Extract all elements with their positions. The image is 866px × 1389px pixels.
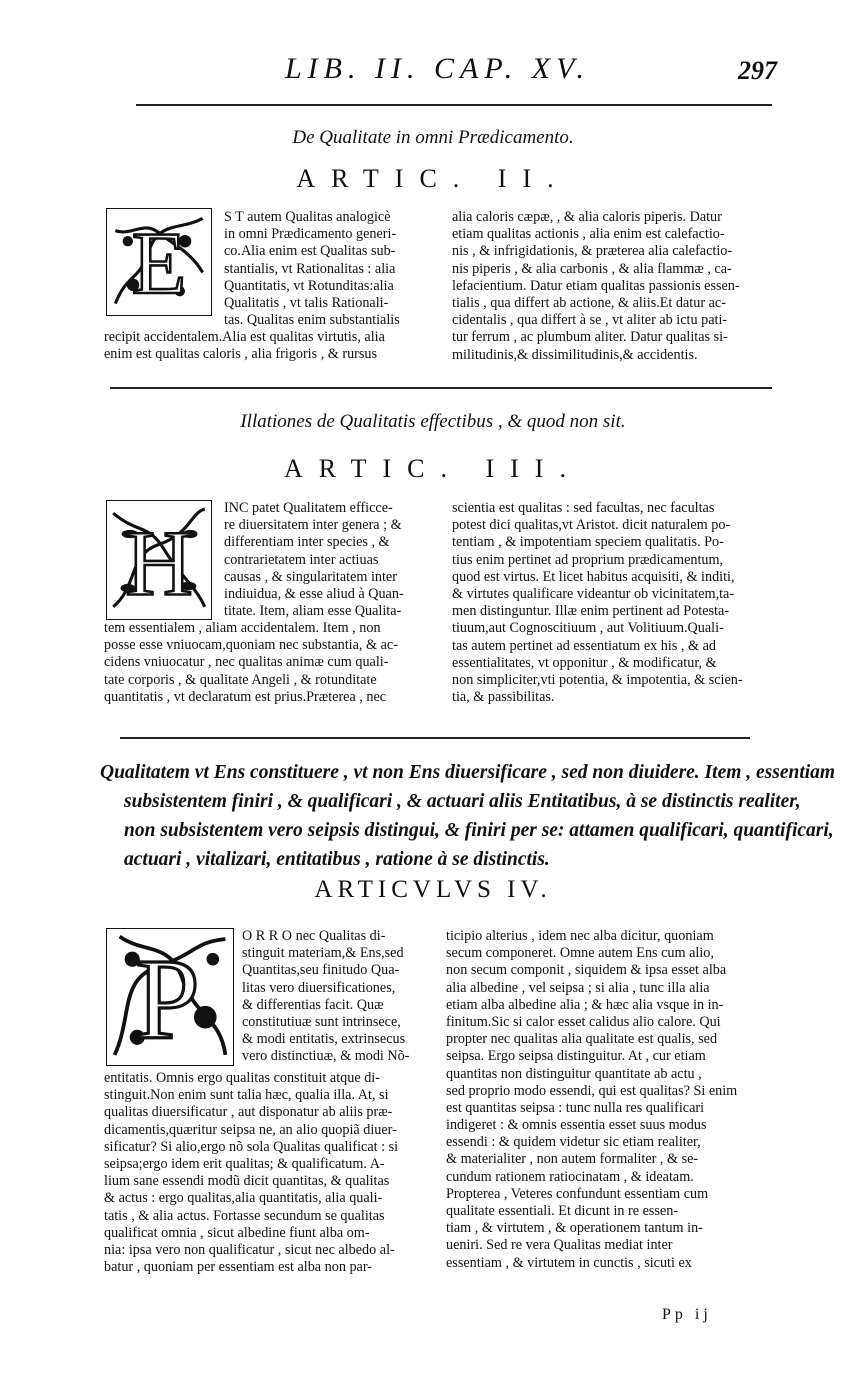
- text-line: est quantitas seipsa : tunc nulla res qualificari: [446, 1099, 705, 1116]
- drop-cap-e: [106, 208, 212, 316]
- artic-4-heading: ARTICVLVS IV.: [314, 876, 552, 903]
- section-rule: [120, 737, 750, 739]
- text-line: nia: ipsa vero non qualificatur , sicut nec albedo al-: [104, 1241, 395, 1258]
- text-line: & virtutes qualificare videantur ob vicinitatem,ta-: [452, 585, 735, 602]
- text-line: quantitatis , vt declaratum est prius.Præterea , nec: [104, 688, 387, 705]
- artic-3-left-col: [224, 500, 404, 620]
- text-line: quod est virtus. Et licet habitus acquisiti, & inditi,: [452, 568, 735, 585]
- thesis-line: subsistentem finiri , & qualificari , & actuari aliis Entitatibus, à se distinctis realiter,: [124, 791, 801, 812]
- text-line: tiuum,aut Cognoscitiuum , aut Volitiuum.Quali-: [452, 620, 724, 637]
- text-line: tius enim pertinet ad proprium prædicamentum,: [452, 551, 724, 568]
- text-line: Quantitas,seu finitudo Qua-: [242, 962, 400, 979]
- text-line: scientia est qualitas : sed facultas, nec facultas: [452, 500, 715, 516]
- text-line: seipsa. Ergo seipsa distinguitur. At , cur etiam: [446, 1048, 706, 1065]
- drop-cap-p: [106, 928, 234, 1066]
- text-line: seipsa;ergo idem erit qualitas; & qualificatum. A-: [104, 1155, 385, 1172]
- text-line: dicamentis,quæritur seipsa ne, an alio quopiã diuer-: [104, 1121, 397, 1138]
- ornament-icon: [107, 929, 233, 1065]
- header-rule: [136, 104, 772, 106]
- text-line: tia, & passibilitas.: [452, 689, 555, 706]
- running-title: LIB. II. CAP. XV.: [285, 52, 591, 85]
- text-line: tur ferrum , ac plumbum aliter. Datur qualitas si-: [452, 329, 728, 346]
- text-line: S T autem Qualitas analogicè: [224, 209, 391, 225]
- text-line: Qualitatis , vt talis Rationali-: [224, 294, 389, 311]
- drop-cap-letter: E: [131, 214, 187, 314]
- text-line: cidentalis , qua differt à se , vt aliter ab ictu pati-: [452, 312, 728, 329]
- text-line: enim est qualitas caloris , alia frigoris , & rursus: [104, 346, 378, 363]
- text-line: cundum rationem ratiocinatam , & ideatam.: [446, 1168, 694, 1185]
- text-line: qualitate essentiali. Et dicunt in re essen-: [446, 1203, 679, 1219]
- text-line: tas. Qualitas enim substantialis: [224, 312, 400, 329]
- text-line: cidens vniuocatur , nec qualitas animæ cum quali-: [104, 654, 389, 671]
- text-line: etiam alba albedine alia ; & hæc alia vsque in in-: [446, 996, 724, 1013]
- text-line: stinguit.Non enim sunt talia hæc, qualia illa. At, si: [104, 1087, 389, 1104]
- text-line: recipit accidentalem.Alia est qualitas virtutis, alia: [104, 329, 385, 345]
- text-line: tiam , & virtutem , & operationem tantum in-: [446, 1220, 703, 1237]
- text-line: posse esse vniuocam,quoniam nec substantia, & ac-: [104, 637, 398, 654]
- text-line: indiuidua, & esse aliud à Quan-: [224, 585, 404, 602]
- text-line: tentiam , & impotentiam speciem qualitatis. Po-: [452, 534, 724, 551]
- text-line: etiam qualitas actionis , alia enim est calefactio-: [452, 226, 725, 243]
- running-head: [0, 52, 866, 92]
- text-line: constitutiuæ sunt intrinsece,: [242, 1013, 401, 1030]
- section-rule: [110, 387, 772, 389]
- text-line: & differentias facit. Quæ: [242, 996, 384, 1013]
- section-title-artic-2: De Qualitate in omni Prædicamento.: [292, 127, 574, 148]
- thesis-line: Qualitatem vt Ens constituere , vt non Ens diuersificare , sed non diuidere. Item , essentiam: [100, 762, 836, 783]
- artic-2-left-col-full: [104, 329, 385, 363]
- text-line: re diuersitatem inter genera ; &: [224, 517, 402, 534]
- text-line: litas vero diuersificationes,: [242, 979, 396, 996]
- text-line: potest dici qualitas,vt Aristot. dicit naturalem po-: [452, 517, 731, 534]
- text-line: contrarietatem inter actiuas: [224, 551, 379, 568]
- text-line: alia caloris cæpæ, , & alia caloris piperis. Datur: [452, 209, 722, 225]
- drop-cap-letter: H: [125, 512, 193, 616]
- artic-4-left-col-full: [104, 1070, 398, 1276]
- artic-2-right-col: [452, 209, 740, 364]
- signature-mark: Pp ij: [662, 1306, 712, 1323]
- text-line: causas , & singularitatem inter: [224, 568, 397, 585]
- text-line: tialis , qua differt ab actione, & aliis.Et datur ac-: [452, 294, 726, 311]
- text-line: indigeret : & omnis essentia esset suus modus: [446, 1117, 707, 1134]
- text-line: essentialitates, vt opponitur , & modificatur, &: [452, 654, 717, 671]
- text-line: & actus : ergo qualitas,alia quantitatis, alia quali-: [104, 1190, 383, 1207]
- text-line: non secum componit , siquidem & ipsa esset alba: [446, 962, 727, 979]
- text-line: & modi entitatis, extrinsecus: [242, 1031, 406, 1048]
- text-line: lium sane essendi modũ dicit quantitas, & qualitas: [104, 1173, 390, 1190]
- text-line: nis piperis , & alia carbonis , & alia flammæ , ca-: [452, 260, 732, 277]
- text-line: sed proprio modo essendi, qui est qualitas? Si enim: [446, 1082, 738, 1099]
- text-line: Quantitatis, vt Rotunditas:alia: [224, 277, 394, 294]
- text-line: qualificat omnia , sicut albedine fiunt alba om-: [104, 1224, 370, 1241]
- drop-cap-h: [106, 500, 212, 620]
- artic-3-right-col: [452, 500, 743, 706]
- text-line: non simpliciter,vti potentia, & impotentia, & scien-: [452, 671, 743, 688]
- text-line: lefacientium. Datur etiam qualitas passionis essen-: [452, 277, 740, 294]
- text-line: essendi : & quidem videtur sic etiam realiter,: [446, 1134, 701, 1151]
- text-line: co.Alia enim est Qualitas sub-: [224, 243, 396, 260]
- ornament-icon: [107, 501, 211, 619]
- text-line: tas autem pertinet ad essentiatum ex his , & ad: [452, 637, 716, 654]
- text-line: ticipio alterius , idem nec alba dicitur, quoniam: [446, 928, 714, 944]
- text-line: finitum.Sic si calor esset calidus alio calore. Qui: [446, 1013, 721, 1030]
- ornament-icon: [107, 209, 211, 315]
- section-title-artic-3: Illationes de Qualitatis effectibus , & quod non sit.: [240, 411, 626, 432]
- drop-cap-letter: P: [135, 935, 200, 1064]
- text-line: tatis , & alia actus. Fortasse secundum se qualitas: [104, 1207, 385, 1224]
- text-line: men distinguntur. Illæ enim pertinent ad Potesta-: [452, 603, 730, 620]
- text-line: stantialis, vt Rationalitas : alia: [224, 260, 396, 277]
- text-line: vero distinctiuæ, & modi Nõ-: [242, 1048, 410, 1065]
- thesis-line: actuari , vitalizari, entitatibus , ratione à se distinctis.: [124, 849, 550, 870]
- text-line: tate corporis , & qualitate Angeli , & rotunditate: [104, 671, 377, 688]
- text-line: ueniri. Sed re vera Qualitas mediat inter: [446, 1237, 673, 1254]
- thesis-line: non subsistentem vero seipsis distingui, & finiri per se: attamen qualificari, quantificari,: [124, 820, 834, 841]
- text-line: quantitas non distinguitur quantitate ab actu ,: [446, 1065, 702, 1082]
- artic-2-left-col: [224, 209, 400, 329]
- text-line: O R R O nec Qualitas di-: [242, 928, 386, 944]
- text-line: differentiam inter species , &: [224, 534, 390, 551]
- artic-4-left-col: [242, 928, 409, 1066]
- text-line: INC patet Qualitatem efficce-: [224, 500, 393, 516]
- text-line: secum componeret. Omne autem Ens cum alio,: [446, 945, 714, 962]
- text-line: entitatis. Omnis ergo qualitas constituit atque di-: [104, 1070, 380, 1086]
- text-line: nis , & infrigidationis, & præterea alia calefactio-: [452, 243, 733, 260]
- text-line: stinguit materiam,& Ens,sed: [242, 945, 404, 962]
- text-line: & materialiter , non autem formaliter , & se-: [446, 1151, 699, 1168]
- text-line: in omni Prædicamento generi-: [224, 226, 397, 243]
- text-line: alia albedine , vel seipsa ; si alia , tunc illa alia: [446, 979, 710, 996]
- text-line: tem essentialem , aliam accidentalem. Item , non: [104, 620, 381, 636]
- text-line: propter nec qualitas alia qualitate est qualis, sed: [446, 1031, 718, 1048]
- text-line: qualitas diuersificatur , aut disponatur ab aliis præ-: [104, 1104, 393, 1121]
- artic-2-heading: ARTIC. II.: [296, 164, 570, 193]
- text-line: batur , quoniam per essentiam est alba non par-: [104, 1259, 373, 1276]
- artic-3-left-col-full: [104, 620, 398, 706]
- thesis-statement: [100, 758, 836, 874]
- text-line: militudinis,& dissimilitudinis,& accidentis.: [452, 346, 698, 363]
- page-number: 297: [738, 56, 777, 85]
- artic-3-heading: ARTIC. III.: [284, 454, 582, 483]
- text-line: titate. Item, aliam esse Qualita-: [224, 603, 402, 620]
- text-line: essentiam , & virtutem in cunctis , sicuti ex: [446, 1254, 692, 1271]
- artic-4-right-col: [446, 928, 737, 1272]
- text-line: Propterea , Veteres confundunt essentiam cum: [446, 1185, 709, 1202]
- text-line: sificatur? Si alio,ergo nõ sola Qualitas qualificat : si: [104, 1138, 399, 1155]
